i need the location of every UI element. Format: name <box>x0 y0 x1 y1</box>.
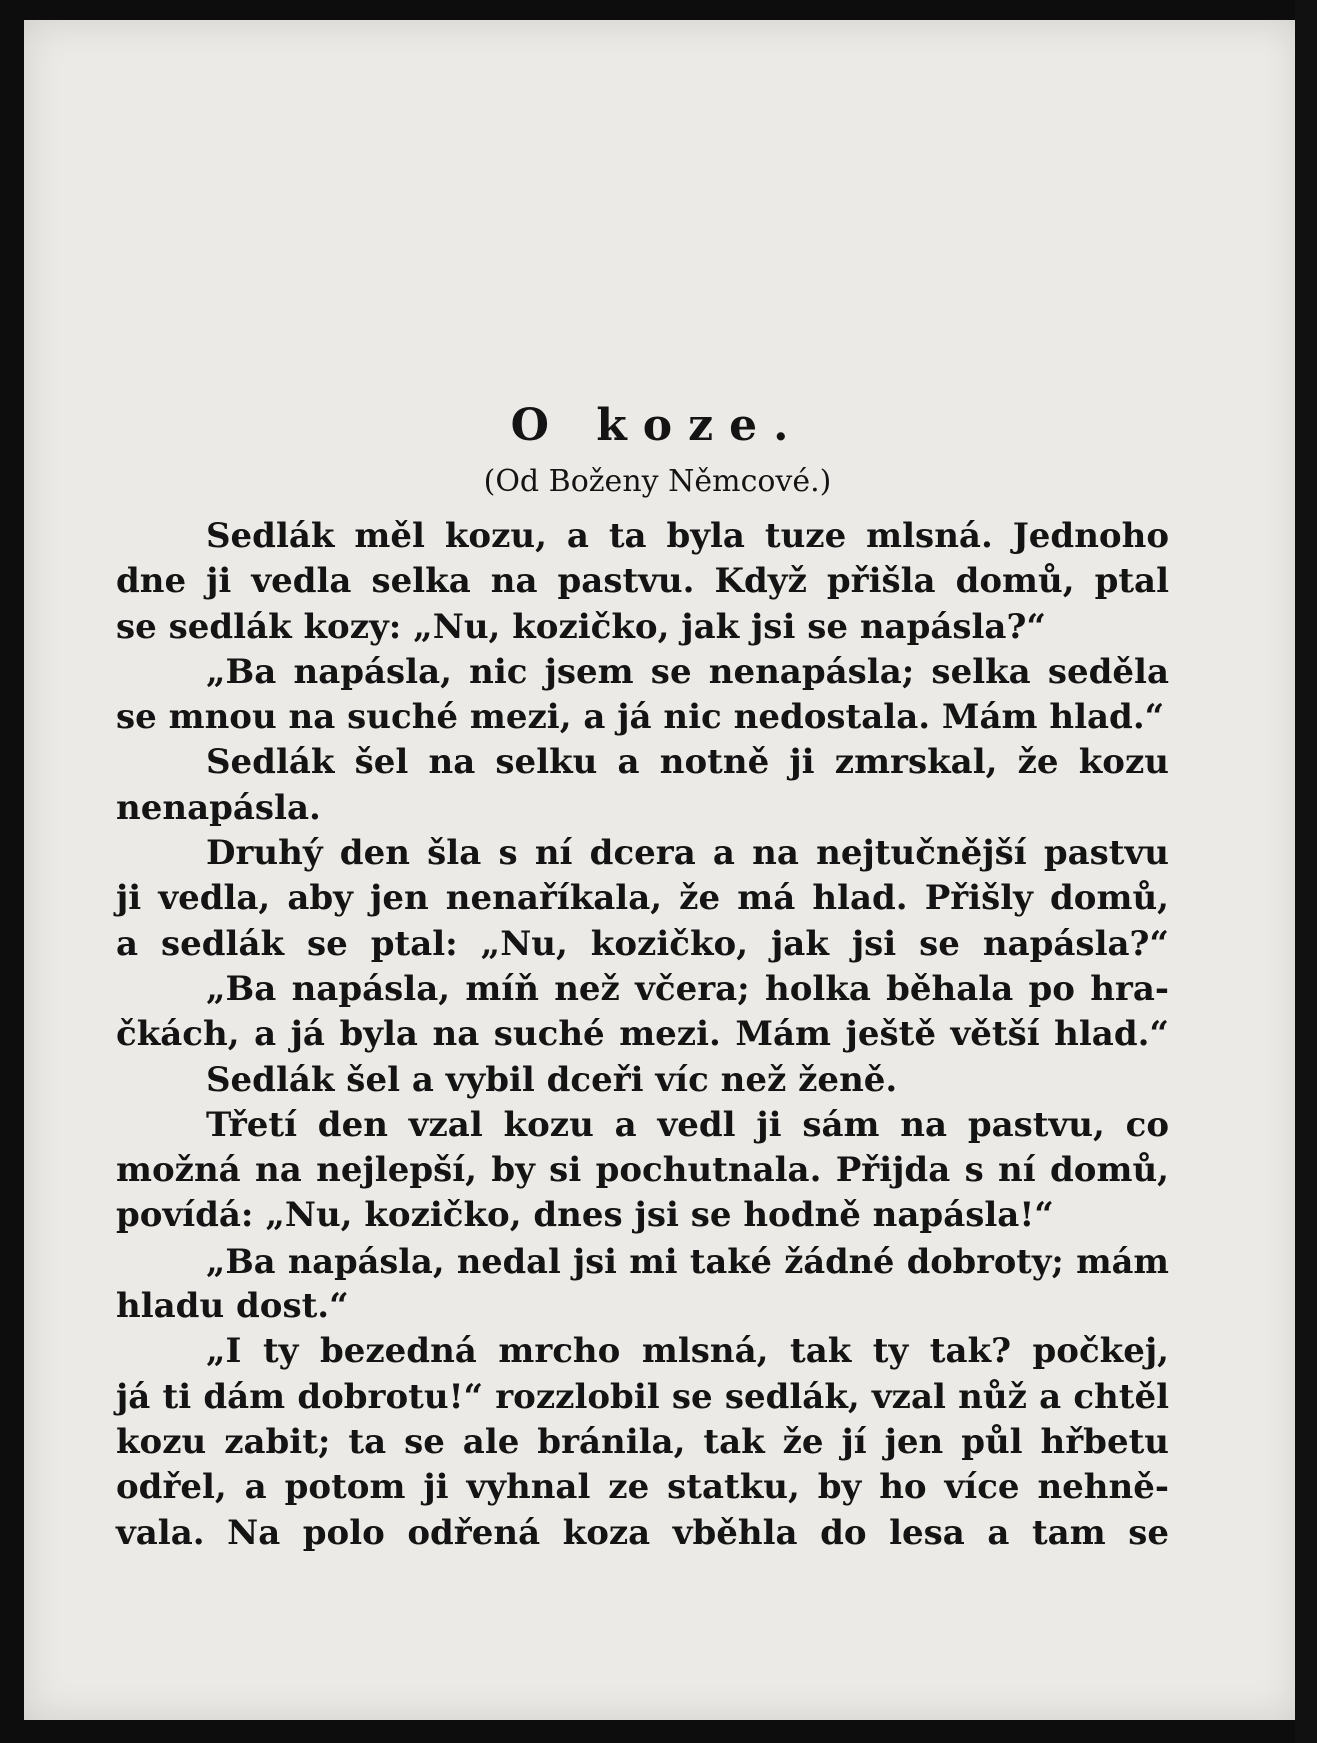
book-page <box>24 20 1300 1720</box>
text-line: možná na nejlepší, by si pochutnala. Přijda s ní domů, <box>116 1150 1169 1191</box>
text-line: odřel, a potom ji vyhnal ze statku, by ho více nehně- <box>116 1467 1169 1508</box>
text-line: Sedlák šel na selku a notně ji zmrskal, že kozu <box>206 742 1169 783</box>
text-line: „Ba napásla, nic jsem se nenapásla; selka seděla <box>206 651 1169 692</box>
text-line: „Ba napásla, míň než včera; holka běhala po hra- <box>206 968 1169 1009</box>
text-line: povídá: „Nu, kozičko, dnes jsi se hodně napásla!“ <box>116 1195 1054 1236</box>
text-line: čkách, a já byla na suché mezi. Mám ještě větší hlad.“ <box>116 1014 1169 1055</box>
text-line: Třetí den vzal kozu a vedl ji sám na pastvu, co <box>206 1104 1169 1145</box>
text-line: se mnou na suché mezi, a já nic nedostala. Mám hlad.“ <box>116 697 1165 738</box>
story-title: O koze. <box>510 400 805 451</box>
text-line: a sedlák se ptal: „Nu, kozičko, jak jsi se napásla?“ <box>116 923 1169 964</box>
text-block <box>116 400 1169 1556</box>
text-line: já ti dám dobrotu!“ rozzlobil se sedlák, vzal nůž a chtěl <box>116 1376 1169 1417</box>
text-line: Druhý den šla s ní dcera a na nejtučnější pastvu <box>206 833 1169 874</box>
text-line: „I ty bezedná mrcho mlsná, tak ty tak? počkej, <box>206 1331 1169 1372</box>
text-line: Sedlák šel a vybil dceři víc než ženě. <box>206 1059 898 1100</box>
story-body <box>116 514 1169 1556</box>
text-line: hladu dost.“ <box>116 1286 349 1327</box>
text-line: se sedlák kozy: „Nu, kozičko, jak jsi se napásla?“ <box>116 606 1046 647</box>
text-line: nenapásla. <box>116 787 321 828</box>
story-author: (Od Boženy Němcové.) <box>483 464 832 499</box>
scan-border <box>1295 0 1317 1743</box>
text-line: ji vedla, aby jen nenaříkala, že má hlad. Přišly domů, <box>116 878 1169 919</box>
text-line: vala. Na polo odřená koza vběhla do lesa a tam se <box>116 1512 1169 1553</box>
text-line: Sedlák měl kozu, a ta byla tuze mlsná. Jednoho <box>206 516 1169 556</box>
text-line: dne ji vedla selka na pastvu. Když přišla domů, ptal <box>116 561 1169 602</box>
text-line: „Ba napásla, nedal jsi mi také žádné dobroty; mám <box>206 1240 1169 1281</box>
text-line: kozu zabit; ta se ale bránila, tak že jí jen půl hřbetu <box>116 1421 1169 1462</box>
